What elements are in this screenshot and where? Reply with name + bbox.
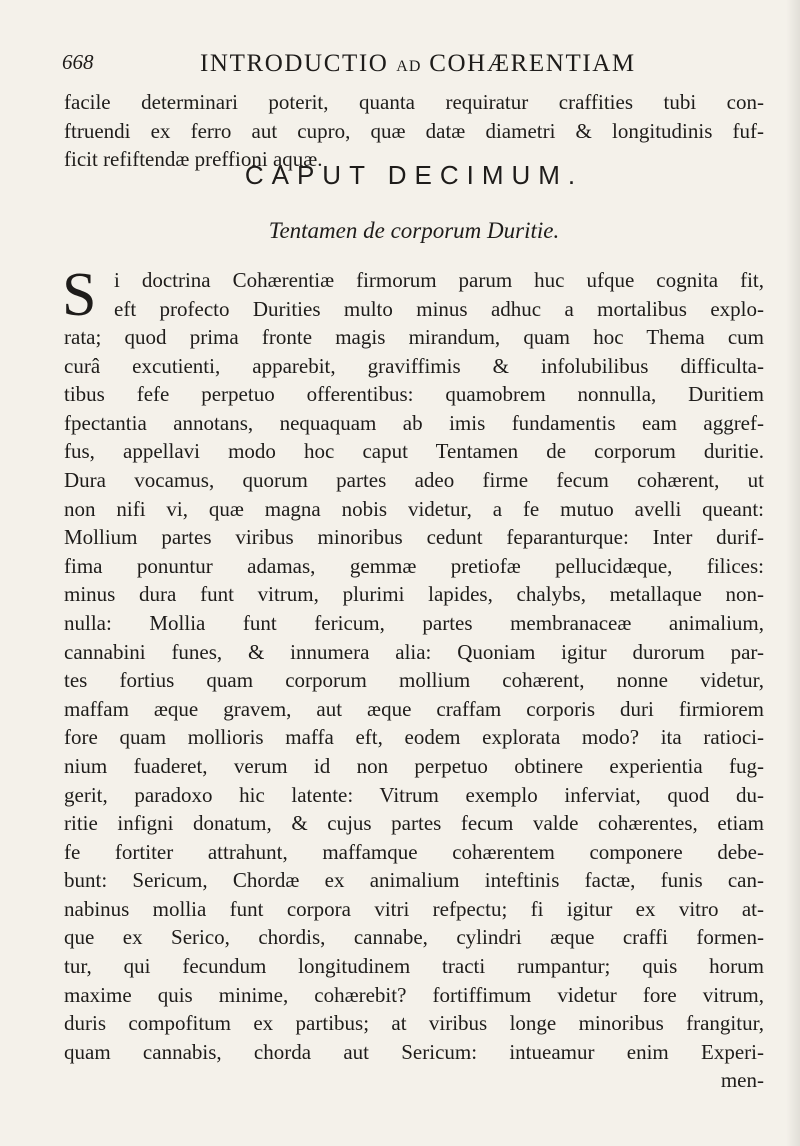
running-head-ad: AD (396, 58, 422, 75)
running-head-title: INTRODUCTIO (200, 50, 389, 77)
text-line: minus dura funt vitrum, plurimi lapides, chalybs, metallaque non- (64, 582, 764, 607)
text-line: ftruendi ex ferro aut cupro, quæ datæ diametri & longitudinis fuf- (64, 118, 764, 143)
catchword: men- (720, 1068, 764, 1093)
dropcap-lines (114, 266, 764, 323)
text-line: tibus fefe perpetuo offerentibus: quamobrem nonnulla, Duritiem (64, 382, 764, 407)
running-head-subject: COHÆRENTIAM (429, 50, 636, 77)
text-line: non nifi vi, quæ magna nobis videtur, a fe mutuo avelli queant: (64, 496, 764, 521)
text-line: facile determinari poterit, quanta requiratur craffities tubi con- (64, 90, 764, 114)
page-header (62, 50, 760, 90)
text-line: ficit refiftendæ preffioni aquæ. (64, 147, 323, 172)
text-line: tes fortius quam corporum mollium cohærent, nonne videtur, (64, 668, 764, 693)
text-line: fus, appellavi modo hoc caput Tentamen de corporum duritie. (64, 439, 764, 464)
chapter-subtitle: Tentamen de corporum Duritie. (268, 218, 560, 243)
text-line: ritie infigni donatum, & cujus partes fecum valde cohærentes, etiam (64, 811, 764, 836)
text-line: maxime quis minime, cohærebit? fortiffimum videtur fore vitrum, (64, 982, 764, 1007)
text-line: fima ponuntur adamas, gemmæ pretiofæ pellucidæque, filices: (64, 553, 764, 578)
text-line: duris compofitum ex partibus; at viribus longe minoribus frangitur, (64, 1011, 764, 1036)
text-line: rata; quod prima fronte magis mirandum, quam hoc Thema cum (64, 325, 764, 349)
text-line: eft profecto Durities multo minus adhuc a mortalibus explo- (114, 296, 764, 321)
drop-capital: S (62, 261, 97, 329)
text-line: cannabini funes, & innumera alia: Quoniam igitur durorum par- (64, 639, 764, 664)
text-line: maffam æque gravem, aut æque craffam corporis duri firmiorem (64, 696, 764, 721)
text-line: Dura vocamus, quorum partes adeo firme fecum cohærent, ut (64, 467, 764, 492)
text-line: quam cannabis, chorda aut Sericum: intueamur enim Experi- (64, 1039, 764, 1064)
text-line: curâ excutienti, apparebit, graviffimis & infolubilibus difficulta- (64, 353, 764, 378)
text-line: nulla: Mollia funt fericum, partes membranaceæ animalium, (64, 610, 764, 635)
text-line: fpectantia annotans, nequaquam ab imis fundamentis eam aggref- (64, 410, 764, 435)
text-line: fore quam mollioris maffa eft, eodem explorata modo? ita ratioci- (64, 725, 764, 750)
text-line: nium fuaderet, verum id non perpetuo obtinere experientia fug- (64, 753, 764, 778)
text-line: i doctrina Cohærentiæ firmorum parum huc ufque cognita fit, (114, 268, 764, 292)
running-head (200, 50, 636, 78)
page-edge-shadow (786, 0, 800, 1146)
text-line: gerit, paradoxo hic latente: Vitrum exemplo inferviat, quod du- (64, 782, 764, 807)
text-line: tur, qui fecundum longitudinem tracti rumpantur; quis horum (64, 954, 764, 979)
main-paragraph (64, 323, 764, 1095)
chapter-heading: CAPUT DECIMUM. (244, 160, 584, 190)
text-line: bunt: Sericum, Chordæ ex animalium inteftinis factæ, funis can- (64, 868, 764, 893)
text-line: fe fortiter attrahunt, maffamque cohærentem componere debe- (64, 839, 764, 864)
text-line: Mollium partes viribus minoribus cedunt feparanturque: Inter durif- (64, 525, 764, 550)
text-line: nabinus mollia funt corpora vitri refpectu; fi igitur ex vitro at- (64, 896, 764, 921)
text-line: que ex Serico, chordis, cannabe, cylindri æque craffi formen- (64, 925, 764, 950)
page-number: 668 (62, 50, 94, 74)
